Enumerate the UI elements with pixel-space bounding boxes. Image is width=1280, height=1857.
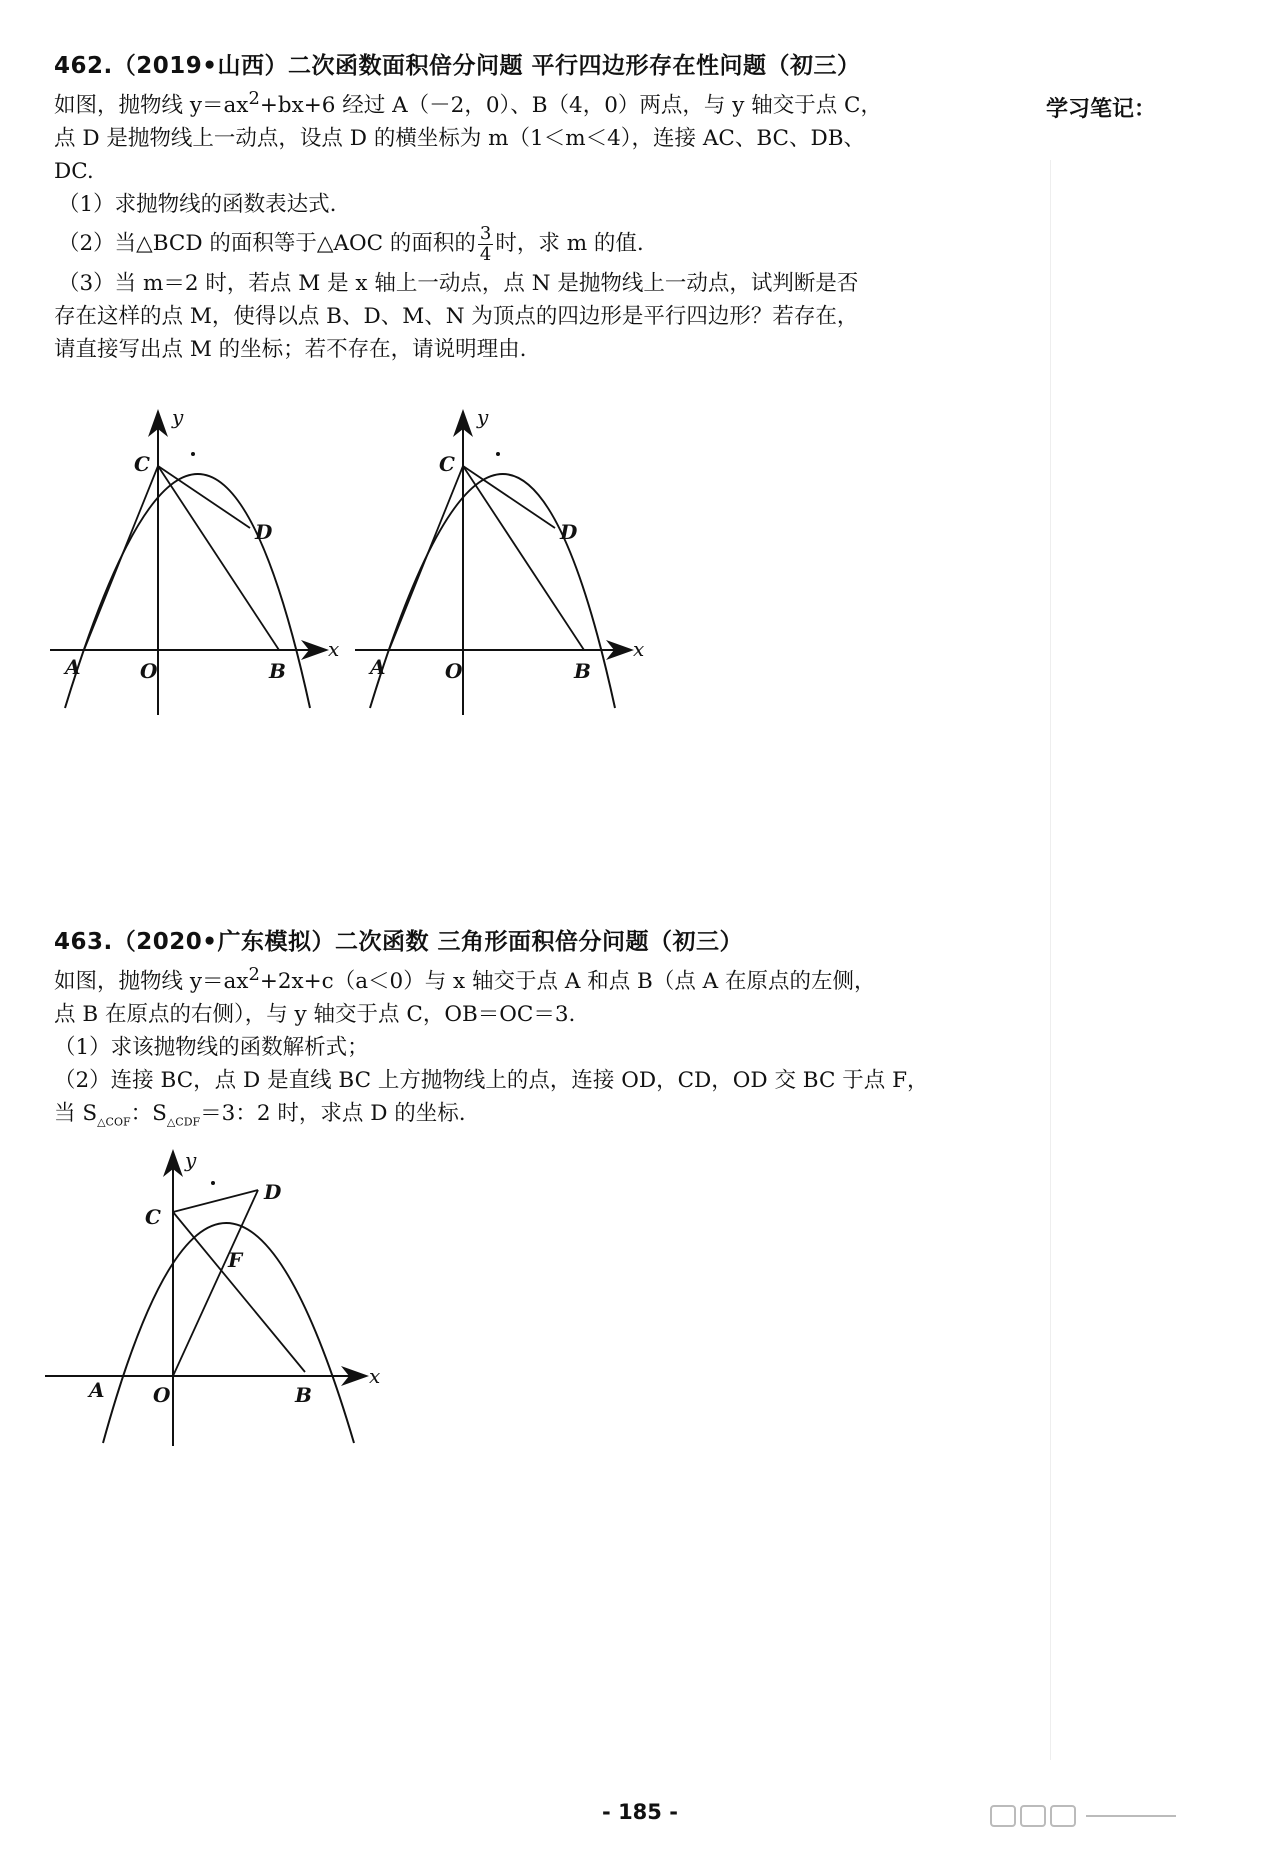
label-C: C	[134, 452, 150, 476]
label-D: D	[255, 520, 273, 544]
problem-462-question-3-line2: 存在这样的点 M，使得以点 B、D、M、N 为顶点的四边形是平行四边形？若存在，	[54, 304, 859, 330]
problem-462-stem-line1: 如图，抛物线 $y=ax^2+bx+6$ 经过 A（－2，0）、B（4，0）两点，与 y 轴交于点 C，	[54, 88, 883, 119]
fraction-three-quarters: $\frac{3}{4}$	[479, 222, 492, 265]
vertex-point	[496, 452, 500, 456]
segment-CD	[173, 1190, 258, 1212]
label-B: B	[295, 1383, 312, 1407]
label-y: y	[185, 1148, 197, 1172]
label-D: D	[264, 1180, 282, 1204]
label-y: y	[172, 405, 184, 429]
segment-OD	[173, 1190, 258, 1376]
problem-463-title: 463.（2020•广东模拟）二次函数 三角形面积倍分问题（初三）	[54, 929, 743, 955]
segment-BC	[463, 466, 584, 650]
problem-463-stem-line1: 如图，抛物线 $y=ax^2+2x+c(a<0)$与 x 轴交于点 A 和点 B（点 A 在原点的左侧，	[54, 964, 876, 995]
vertex-point	[191, 452, 195, 456]
problem-462-stem-line2: 点 D 是抛物线上一动点，设点 D 的横坐标为 m（1＜m＜4），连接 AC、BC、DB、	[54, 126, 866, 152]
problem-462-question-3-line3: 请直接写出点 M 的坐标；若不存在，请说明理由.	[54, 337, 527, 363]
problem-463	[54, 926, 1004, 1138]
page-number: - 185 -	[602, 1800, 678, 1824]
problem-462-question-3-line1: （3）当 m＝2 时，若点 M 是 x 轴上一动点，点 N 是抛物线上一动点，试判断是否	[58, 271, 859, 297]
problem-462	[54, 50, 1004, 366]
label-x: x	[369, 1364, 381, 1388]
problem-463-question-2-line2: 当 $S_{\triangle COF}$：$S_{\triangle CDF}=3$：2 时，求点 D 的坐标.	[54, 1101, 466, 1129]
label-x: x	[328, 637, 340, 661]
label-A: A	[370, 655, 386, 679]
page-corner-mark	[990, 1805, 1250, 1827]
label-D: D	[560, 520, 578, 544]
label-O: O	[140, 659, 158, 683]
label-C: C	[439, 452, 455, 476]
label-y: y	[477, 405, 489, 429]
label-O: O	[153, 1383, 171, 1407]
problem-463-stem-line2: 点 B 在原点的右侧），与 y 轴交于点 C，OB＝OC＝3.	[54, 1002, 576, 1028]
segment-AC	[389, 466, 463, 650]
label-x: x	[633, 637, 645, 661]
segment-AC	[84, 466, 158, 650]
figure-463	[45, 1148, 405, 1448]
problem-463-question-2-line1: （2）连接 BC，点 D 是直线 BC 上方抛物线上的点，连接 OD，CD，OD 交 BC 于点 F，	[54, 1068, 929, 1094]
label-A: A	[65, 655, 81, 679]
label-C: C	[145, 1205, 161, 1229]
label-A: A	[89, 1378, 105, 1402]
problem-463-question-1: （1）求该抛物线的函数解析式；	[54, 1035, 369, 1061]
segment-BC	[173, 1212, 305, 1372]
figure-462-right	[355, 405, 665, 715]
segment-BC	[158, 466, 279, 650]
vertex-point	[211, 1181, 215, 1185]
label-F: F	[228, 1248, 243, 1272]
label-B: B	[574, 659, 591, 683]
problem-462-title: 462.（2019•山西）二次函数面积倍分问题 平行四边形存在性问题（初三）	[54, 53, 861, 79]
problem-462-question-1: （1）求抛物线的函数表达式.	[58, 192, 337, 218]
notes-divider	[1050, 160, 1051, 1760]
label-O: O	[445, 659, 463, 683]
problem-462-stem-line3: DC.	[54, 159, 94, 185]
problem-462-question-2: （2）当△BCD 的面积等于△AOC 的面积的 $\frac{3}{4}$ 时，求 m 的值.	[58, 222, 644, 265]
study-notes-label: 学习笔记：	[1046, 97, 1157, 122]
label-B: B	[269, 659, 286, 683]
figure-462-left	[50, 405, 350, 715]
